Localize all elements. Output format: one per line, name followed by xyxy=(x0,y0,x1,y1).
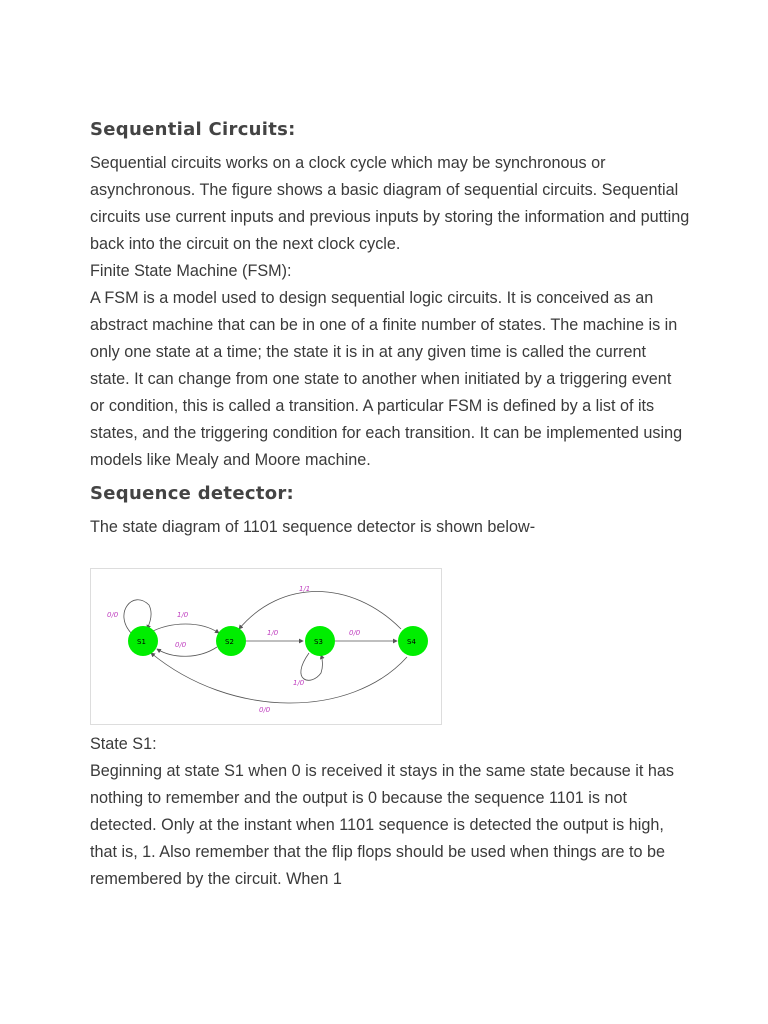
edge-s4-s2 xyxy=(239,592,401,630)
edge-s3-self xyxy=(301,653,323,680)
state-s3-label: S3 xyxy=(314,638,323,646)
edge-label-s1-s2: 1/0 xyxy=(177,611,189,619)
edge-s2-s1 xyxy=(157,647,217,656)
fsm-title: Finite State Machine (FSM): xyxy=(90,262,292,280)
paragraph-detector-intro: The state diagram of 1101 sequence detector is shown below- xyxy=(90,518,536,536)
paragraph-fsm: A FSM is a model used to design sequential logic circuits. It is conceived as an abstract machine that can be in one of a finite number of states. The machine is in only one state at a time; the state it is in at any given time is called the current state. It can change from one state to another when initiated by a triggering event or condition, this is called a transition. A particular FSM is defined by a list of its states, and the triggering condition for each transition. It can be implemented using models like Mealy and Moore machine. xyxy=(90,289,683,469)
edge-s4-s1 xyxy=(151,653,407,703)
edge-label-s3-s4: 0/0 xyxy=(349,629,361,637)
state-diagram-figure xyxy=(90,568,442,725)
heading-sequential-circuits: Sequential Circuits: xyxy=(90,119,296,140)
edge-label-s2-s1: 0/0 xyxy=(175,641,187,649)
state-diagram xyxy=(91,569,443,726)
state-s2-label: S2 xyxy=(225,638,234,646)
edge-s1-s2 xyxy=(149,624,219,633)
paragraph-sequential-intro: Sequential circuits works on a clock cycle which may be synchronous or asynchronous. The figure shows a basic diagram of sequential circuits. Sequential circuits use current inputs and previous inputs by storing the information and putting back into the circuit on the next clock cycle. xyxy=(90,154,690,253)
heading-sequence-detector: Sequence detector: xyxy=(90,483,295,504)
edge-label-s4-s1: 0/0 xyxy=(259,706,271,714)
edge-label-s3-self: 1/0 xyxy=(293,679,305,687)
edge-label-s2-s3: 1/0 xyxy=(267,629,279,637)
document-content xyxy=(90,116,690,893)
paragraph-state-s1: Beginning at state S1 when 0 is received it stays in the same state because it has nothing to remember and the output is 0 because the sequence 1101 is not detected. Only at the instant when 1101 sequence is detected the output is high, that is, 1. Also remember that the flip flops should be used when things are to be remembered by the circuit. When 1 xyxy=(90,762,674,888)
edge-label-s4-s2: 1/1 xyxy=(299,585,311,593)
edge-label-s1-self: 0/0 xyxy=(107,611,119,619)
state-s4-label: S4 xyxy=(407,638,416,646)
state-s1-title: State S1: xyxy=(90,735,157,753)
state-s1-label: S1 xyxy=(137,638,146,646)
